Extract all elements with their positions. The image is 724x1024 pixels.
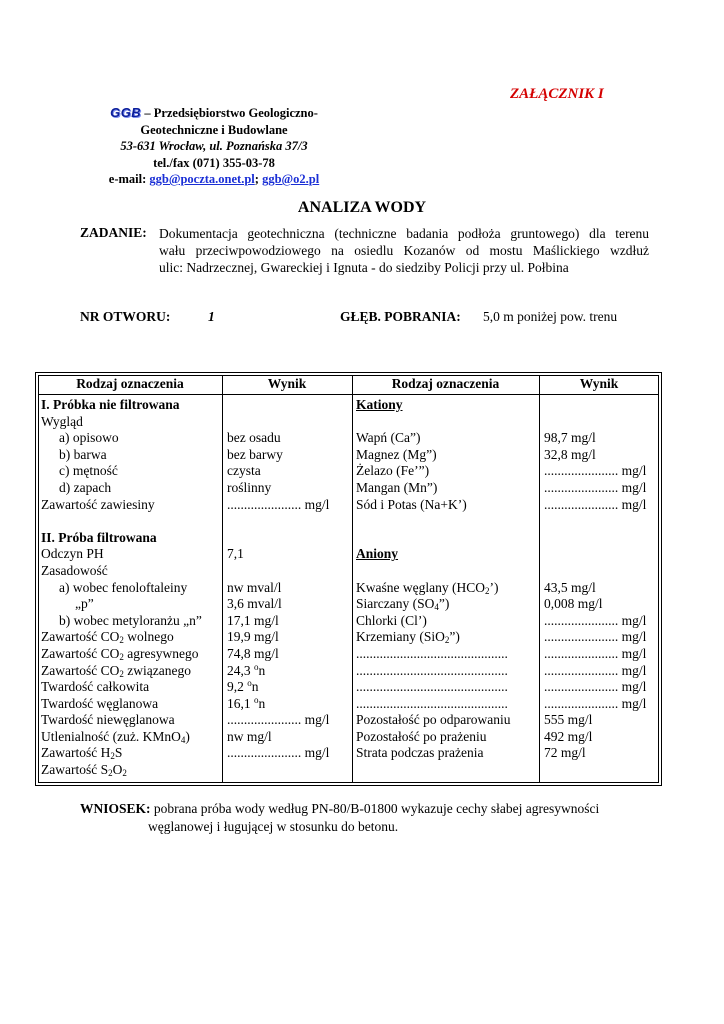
sampling-depth-value: 5,0 m poniżej pow. trenu [483, 309, 618, 324]
table-cell: Żelazo (Fe’”) [356, 463, 430, 479]
table-cell [227, 530, 329, 547]
table-cell: b) barwa [59, 446, 107, 462]
table-cell [544, 762, 646, 779]
table-cell: Pozostałość po odparowaniu [356, 712, 511, 728]
well-number-label: NR OTWORU: [80, 309, 171, 324]
table-cell: Mangan (Mn”) [356, 479, 438, 495]
table-cell: „p” [75, 596, 94, 612]
table-cell: 43,5 mg/l [544, 579, 596, 595]
table-cell: Zawartość $CO_2$ związanego [41, 662, 191, 679]
table-cell: ............................................. [356, 662, 508, 678]
table-header-divider [38, 394, 659, 395]
table-cell: 7,1 [227, 546, 244, 562]
left-labels-column [41, 397, 202, 779]
table-cell: ............................................. [356, 645, 508, 661]
table-divider [352, 375, 353, 783]
table-cell: Siarczany $(SO_4”)$ [356, 596, 450, 613]
table-cell [356, 563, 510, 580]
table-cell: Zasadowość [41, 562, 108, 578]
sampling-depth-label: GŁĘB. POBRANIA: [340, 309, 461, 324]
table-cell [227, 414, 329, 431]
conclusion-label: WNIOSEK: [80, 801, 151, 816]
table-cell: czysta [227, 463, 261, 479]
table-cell: ...................... mg/l [544, 479, 647, 495]
table-cell: ...................... mg/l [227, 712, 330, 728]
table-cell [227, 762, 329, 779]
table-cell: ...................... mg/l [544, 496, 647, 512]
table-cell [544, 546, 646, 563]
table-header-cell: Rodzaj oznaczenia [76, 376, 184, 391]
table-cell [356, 513, 510, 530]
company-address: 53-631 Wrocław, ul. Poznańska 37/3 [120, 139, 308, 153]
table-header-cell: Wynik [267, 376, 307, 391]
table-cell: roślinny [227, 479, 272, 495]
table-divider [539, 375, 540, 783]
table-cell: 19,9 mg/l [227, 629, 279, 645]
table-cell: ...................... mg/l [544, 662, 647, 678]
table-cell: 17,1 mg/l [227, 612, 279, 628]
table-cell: bez osadu [227, 430, 281, 446]
table-cell: Utlenialność (zuż. KMnO$_4$) [41, 728, 190, 745]
table-cell: a) wobec fenoloftaleiny [59, 579, 188, 595]
table-cell: 9,2 $^o$n [227, 678, 259, 695]
table-cell: Zawartość $H_2S$ [41, 745, 123, 762]
table-cell [544, 530, 646, 547]
table-cell: ...................... mg/l [227, 745, 330, 761]
table-cell: Krzemiany (SiO$_2$”) [356, 629, 460, 646]
table-header-cell: Rodzaj oznaczenia [391, 376, 500, 391]
table-cell: 24,3 $^o$n [227, 661, 266, 678]
table-cell: Zawartość $CO_2$ wolnego [41, 629, 174, 646]
table-cell: Twardość węglanowa [41, 695, 159, 711]
table-cell: 492 mg/l [544, 728, 593, 744]
company-name-line: GGB – Przedsiębiorstwo Geologiczno- [110, 105, 318, 120]
table-cell: 16,1 $^o$n [227, 694, 266, 711]
task-label: ZADANIE: [80, 225, 147, 240]
table-cell: Sód i Potas (Na+K’) [356, 496, 467, 512]
table-cell [356, 414, 510, 431]
email-link-1[interactable]: ggb@poczta.onet.pl [149, 172, 255, 186]
table-cell [41, 513, 202, 530]
right-labels-column [356, 397, 510, 779]
conclusion [80, 800, 650, 836]
table-cell: Wygląd [41, 413, 83, 429]
table-cell: b) wobec metyloranżu „n” [59, 612, 202, 628]
table-cell: ...................... mg/l [544, 612, 647, 628]
company-phone: tel./fax (071) 355-03-78 [153, 155, 275, 170]
well-number-value: 1 [208, 309, 215, 324]
table-cell: Zawartość $CO_2$ agresywnego [41, 645, 199, 662]
company-email: e-mail: ggb@poczta.onet.pl; ggb@o2.pl [108, 172, 320, 186]
table-cell: 555 mg/l [544, 712, 593, 728]
table-cell [544, 414, 646, 431]
table-cell: Kwaśne węglany $(HCO_2’)$ [356, 579, 499, 596]
table-cell: 3,6 mval/l [227, 596, 282, 612]
table-cell [544, 563, 646, 580]
company-header [84, 105, 344, 188]
table-cell: ...................... mg/l [227, 496, 330, 512]
table-cell: nw mval/l [227, 579, 282, 595]
table-cell: 74,8 mg/l [227, 645, 279, 661]
table-cell [356, 530, 510, 547]
table-cell: c) mętność [59, 463, 118, 479]
right-values-column [544, 397, 646, 779]
table-cell: a) opisowo [59, 430, 119, 446]
document-title: ANALIZA WODY [297, 199, 427, 216]
table-cell: Wapń (Ca”) [356, 430, 421, 446]
table-cell: ...................... mg/l [544, 645, 647, 661]
table-cell: Twardość niewęglanowa [41, 712, 175, 728]
table-cell [544, 513, 646, 530]
table-cell: II. Próba filtrowana [41, 529, 157, 545]
table-cell: nw mg/l [227, 728, 272, 744]
table-cell: Zawartość zawiesiny [41, 496, 155, 512]
table-cell: 98,7 mg/l [544, 430, 596, 446]
table-cell [227, 513, 329, 530]
ggb-logo: GGB [110, 105, 142, 120]
table-cell: Kationy [356, 397, 403, 412]
table-cell [544, 397, 646, 414]
table-cell: ............................................. [356, 695, 508, 711]
annex-label: ZAŁĄCZNIK I [510, 86, 604, 102]
table-cell: Twardość całkowita [41, 679, 150, 695]
left-values-column [227, 397, 329, 779]
table-cell: Magnez (Mg”) [356, 446, 437, 462]
table-cell [227, 563, 329, 580]
table-cell: bez barwy [227, 446, 283, 462]
table-cell: 32,8 mg/l [544, 446, 596, 462]
table-cell: Pozostałość po prażeniu [356, 728, 487, 744]
table-divider [222, 375, 223, 783]
table-cell: Aniony [356, 546, 399, 562]
table-cell [227, 397, 329, 414]
conclusion-text-2: węglanowej i ługującej w stosunku do betonu. [148, 819, 399, 834]
table-cell: Chlorki (Cl’) [356, 612, 427, 628]
table-cell: 72 mg/l [544, 745, 586, 761]
table-cell: Odczyn PH [41, 546, 104, 562]
company-name-line-2: Geotechniczne i Budowlane [140, 122, 288, 137]
table-cell: d) zapach [59, 479, 112, 495]
task-description: Dokumentacja geotechniczna (techniczne badania podłoża gruntowego) dla terenu wału przeciwpowodziowego na osiedlu Kozanów od mostu Maślickiego wzdłuż ulic: Nadrzecznej, Gwareckiej i Ignuta - do siedziby Policji przy ul. Połbina [159, 226, 649, 275]
table-cell [356, 762, 510, 779]
table-cell: ...................... mg/l [544, 463, 647, 479]
table-header-cell: Wynik [579, 376, 619, 391]
conclusion-text: pobrana próba wody według PN-80/B-01800 wykazuje cechy słabej agresywności [150, 801, 600, 816]
table-cell: I. Próbka nie filtrowana [41, 397, 180, 412]
table-cell: ...................... mg/l [544, 629, 647, 645]
table-cell: Zawartość $S_2O_2$ [41, 762, 127, 779]
table-cell: ...................... mg/l [544, 695, 647, 711]
table-cell: Strata podczas prażenia [356, 745, 484, 761]
table-cell: ............................................. [356, 679, 508, 695]
table-cell: ...................... mg/l [544, 679, 647, 695]
email-link-2[interactable]: ggb@o2.pl [262, 172, 320, 186]
table-cell: 0,008 mg/l [544, 596, 603, 612]
